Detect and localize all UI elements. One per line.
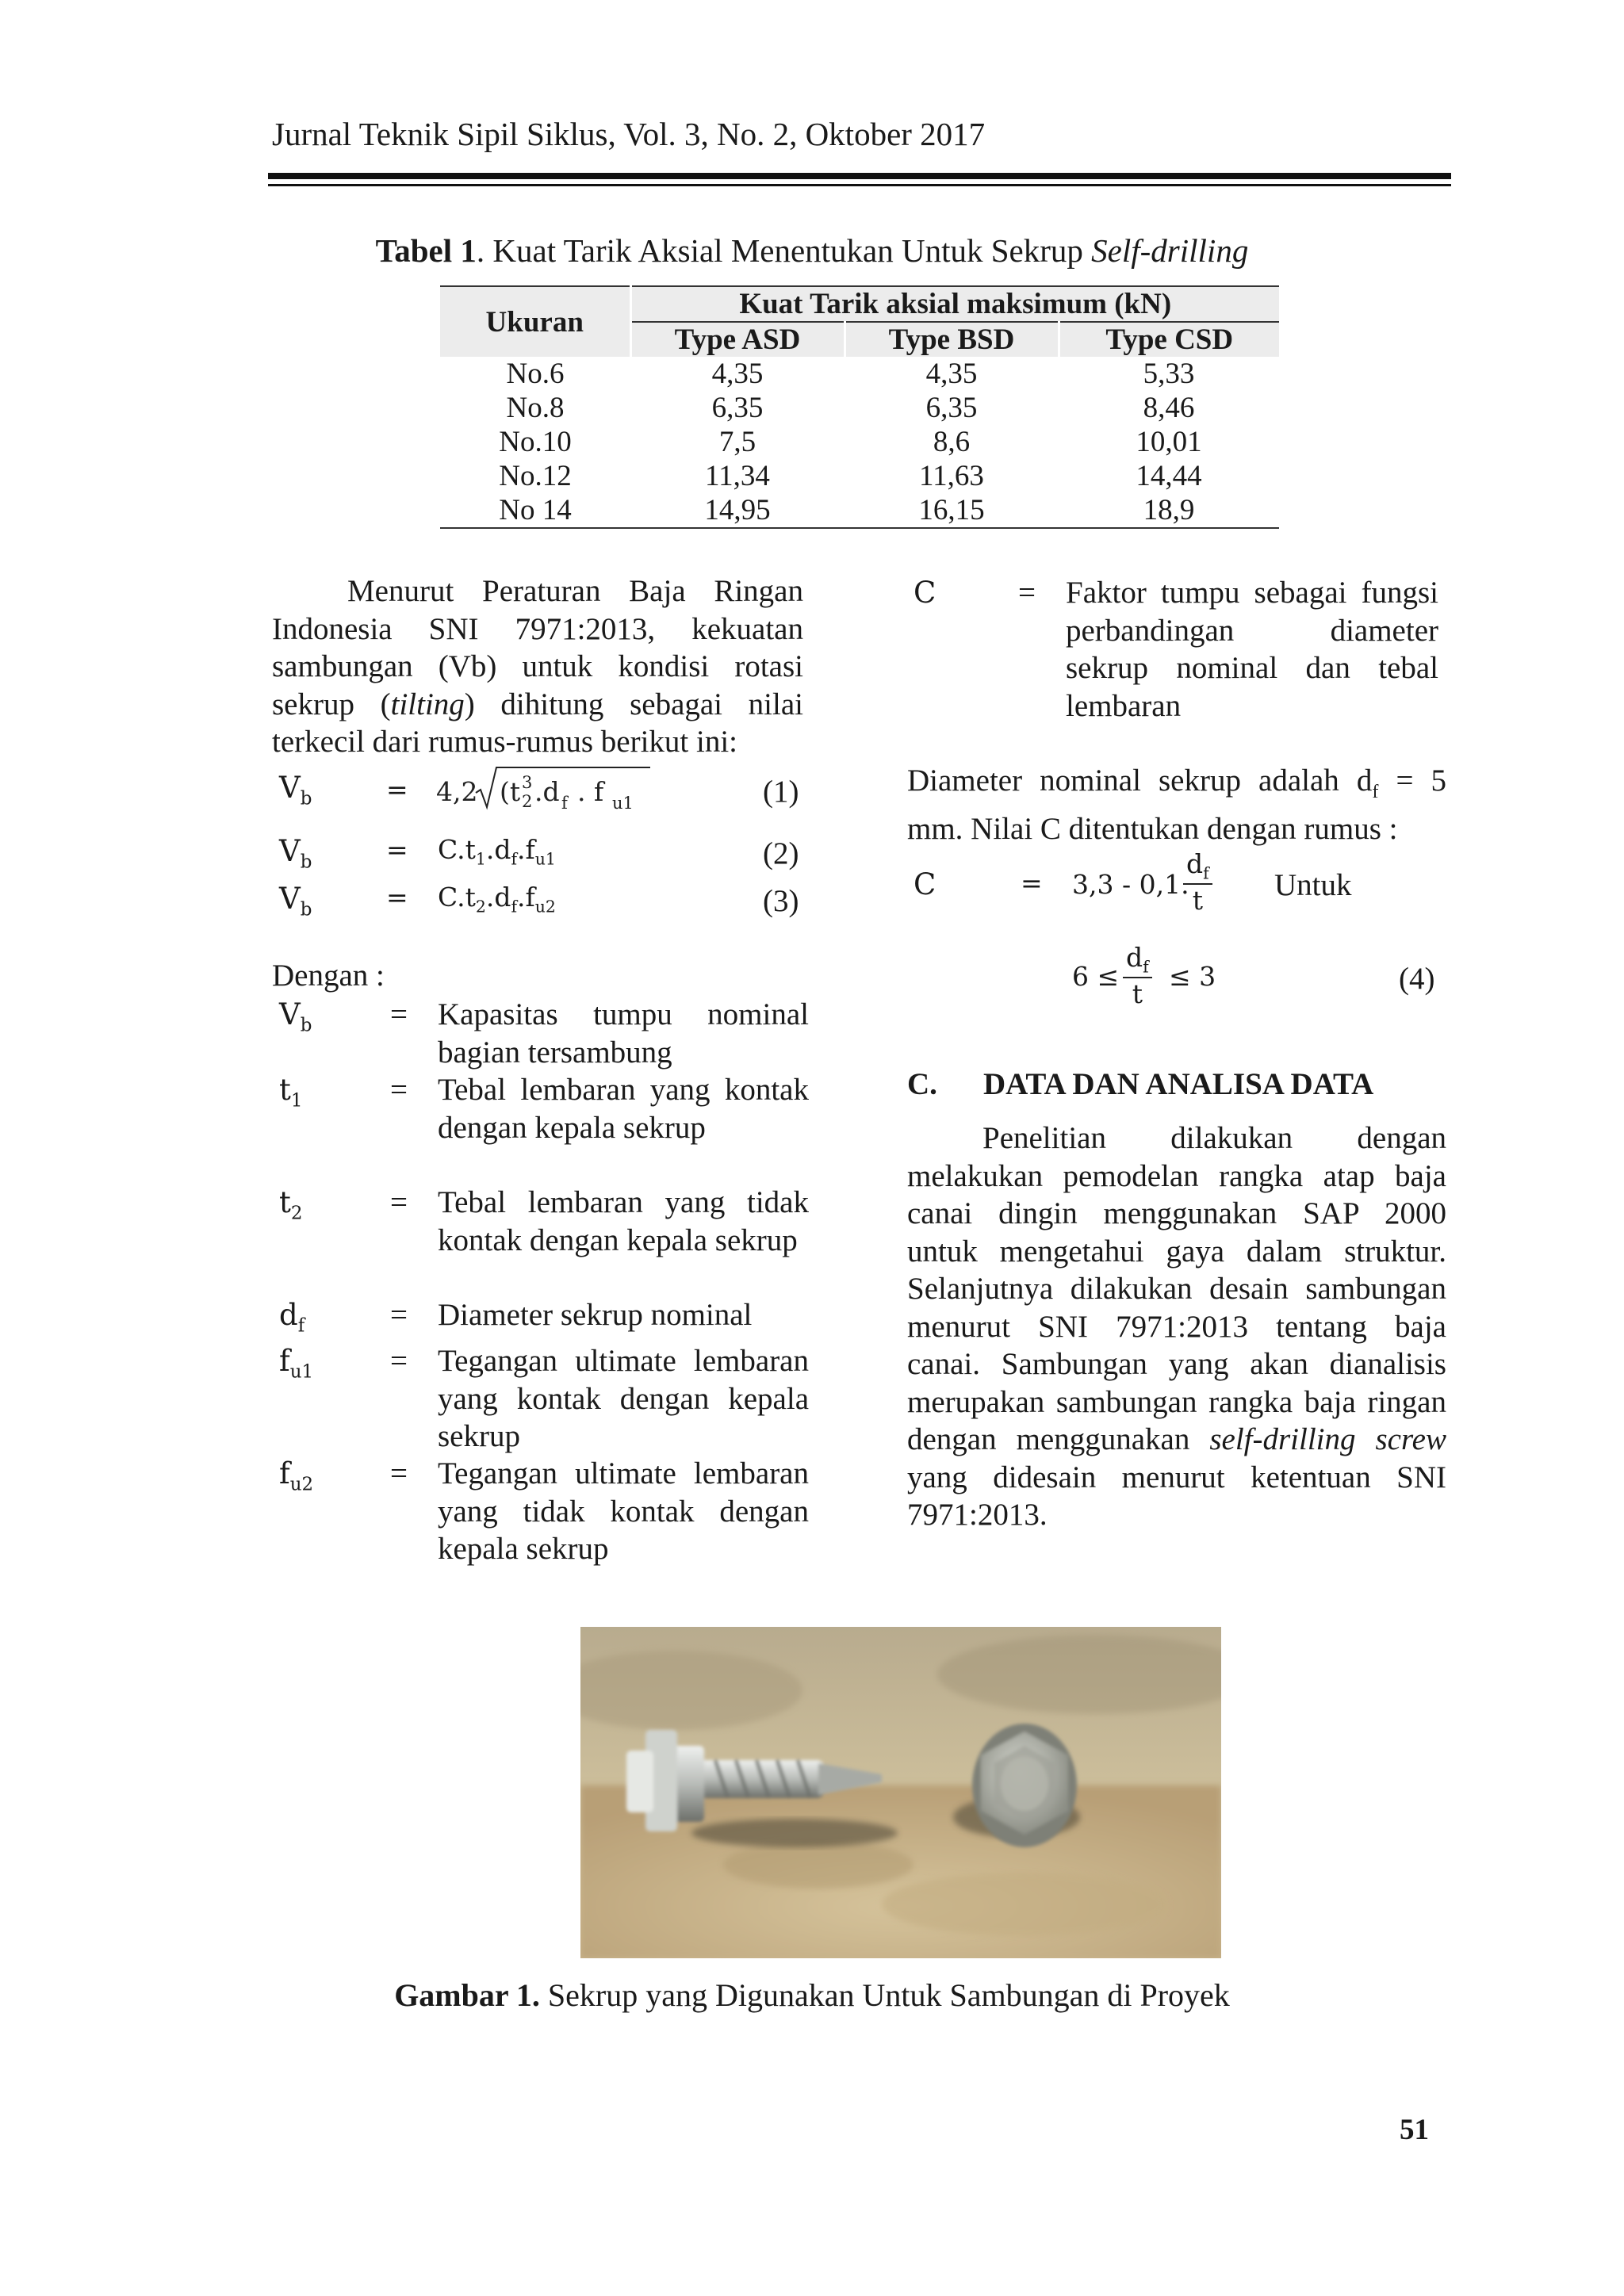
table-row bbox=[440, 459, 1279, 493]
svg-text:f: f bbox=[561, 794, 568, 813]
table-cell: 7,5 bbox=[718, 426, 756, 458]
header-rule-thin bbox=[268, 184, 1451, 186]
table-cell: 6,35 bbox=[711, 392, 764, 424]
equation-3: $V_b$ = $C.t_2.d_f.f_{u2}$ (3) bbox=[279, 882, 799, 920]
table-cell: 8,6 bbox=[933, 426, 971, 458]
table-cell: 8,46 bbox=[1143, 392, 1195, 424]
strength-table bbox=[440, 285, 1279, 529]
table-cell: No 14 bbox=[440, 493, 630, 528]
table-cell: No.10 bbox=[499, 426, 572, 458]
table-cell: No.12 bbox=[499, 460, 572, 492]
table-cell: 14,95 bbox=[630, 493, 845, 528]
table-cell: 4,35 bbox=[925, 358, 978, 390]
table-row bbox=[440, 357, 1279, 391]
equation-c: C = 3,3 - 0,1. $\frac{d_f}{t}$ Untuk bbox=[914, 848, 1352, 916]
table-row bbox=[440, 493, 1279, 528]
figure-caption-label: Gambar 1. bbox=[394, 1977, 540, 2013]
svg-text:u1: u1 bbox=[612, 794, 634, 813]
table-cell: 5,33 bbox=[1143, 358, 1195, 390]
col-group-header: Kuat Tarik aksial maksimum (kN) bbox=[630, 286, 1279, 322]
section-title: DATA DAN ANALISA DATA bbox=[983, 1067, 1374, 1101]
screw-photo-image bbox=[580, 1627, 1221, 1958]
table-cell: 14,44 bbox=[1136, 460, 1202, 492]
table-caption-label: Tabel 1 bbox=[375, 232, 477, 269]
svg-text:3: 3 bbox=[522, 773, 533, 792]
section-heading bbox=[907, 1066, 1374, 1102]
equation-1: $V_b$ = 4,2 (t 3 2 .d f . f u1 (1) bbox=[279, 771, 810, 826]
diameter-paragraph: Diameter nominal sekrup adalah $d_f = 5$ mm. Nilai C ditentukan dengan rumus : bbox=[907, 763, 1446, 847]
svg-text:(t: (t bbox=[500, 776, 521, 807]
table-cell: 16,15 bbox=[845, 493, 1059, 528]
dengan-label: Dengan : bbox=[272, 959, 385, 993]
table-caption bbox=[0, 232, 1624, 270]
svg-text:. f: . f bbox=[577, 776, 604, 807]
col-header-type-bsd: Type BSD bbox=[845, 322, 1059, 357]
table-cell: 18,9 bbox=[1059, 493, 1279, 528]
table-cell: No.6 bbox=[506, 358, 565, 390]
col-header-size: Ukuran bbox=[440, 286, 630, 357]
table-caption-text: . Kuat Tarik Aksial Menentukan Untuk Sekrup bbox=[476, 232, 1092, 269]
sqrt-formula bbox=[436, 764, 658, 815]
col-header-type-asd: Type ASD bbox=[630, 322, 845, 357]
table-cell: 11,63 bbox=[919, 460, 984, 492]
table-cell: 10,01 bbox=[1136, 426, 1202, 458]
analysis-paragraph: Penelitian dilakukan dengan melakukan pemodelan rangka atap baja canai dingin menggunakan SAP 2000 untuk mengetahui gaya dalam struktur. Selanjutnya dilakukan desain sambungan menurut SNI 7971:2013 tentang baja canai. Sambungan yang akan dianalisis merupakan sambungan rangka baja ringan dengan menggunakan self-drilling screw yang didesain menurut ketentuan SNI 7971:2013. bbox=[907, 1121, 1446, 1532]
figure-caption-text: Sekrup yang Digunakan Untuk Sambungan di Proyek bbox=[539, 1977, 1230, 2013]
table-row bbox=[440, 425, 1279, 459]
figure-caption bbox=[0, 1976, 1624, 2014]
table-caption-italic: Self-drilling bbox=[1091, 232, 1249, 269]
journal-header: Jurnal Teknik Sipil Siklus, Vol. 3, No. 2, Oktober 2017 bbox=[272, 116, 986, 152]
svg-text:.d: .d bbox=[534, 776, 560, 807]
table-cell: 11,34 bbox=[705, 460, 770, 492]
svg-text:2: 2 bbox=[522, 792, 533, 811]
table-row bbox=[440, 391, 1279, 425]
intro-paragraph: Menurut Peraturan Baja Ringan Indonesia SNI 7971:2013, kekuatan sambungan (Vb) untuk kondisi rotasi sekrup (tilting) dihitung sebagai nilai terkecil dari rumus-rumus berikut ini: bbox=[272, 574, 803, 759]
section-number: C. bbox=[907, 1067, 937, 1101]
equation-4: 6 ≤ $\frac{d_f}{t}$ ≤ 3 (4) bbox=[1072, 942, 1435, 1009]
header-rule-thick bbox=[268, 173, 1451, 179]
table-cell: No.8 bbox=[506, 392, 565, 424]
table-cell: 6,35 bbox=[925, 392, 978, 424]
equation-2: $V_b$ = $C.t_1.d_f.f_{u1}$ (2) bbox=[279, 834, 799, 873]
svg-text:4,2: 4,2 bbox=[436, 776, 478, 807]
table-cell: 4,35 bbox=[711, 358, 764, 390]
screw-photo bbox=[580, 1627, 1221, 1958]
page-number: 51 bbox=[1400, 2114, 1429, 2146]
col-header-type-csd: Type CSD bbox=[1059, 322, 1279, 357]
